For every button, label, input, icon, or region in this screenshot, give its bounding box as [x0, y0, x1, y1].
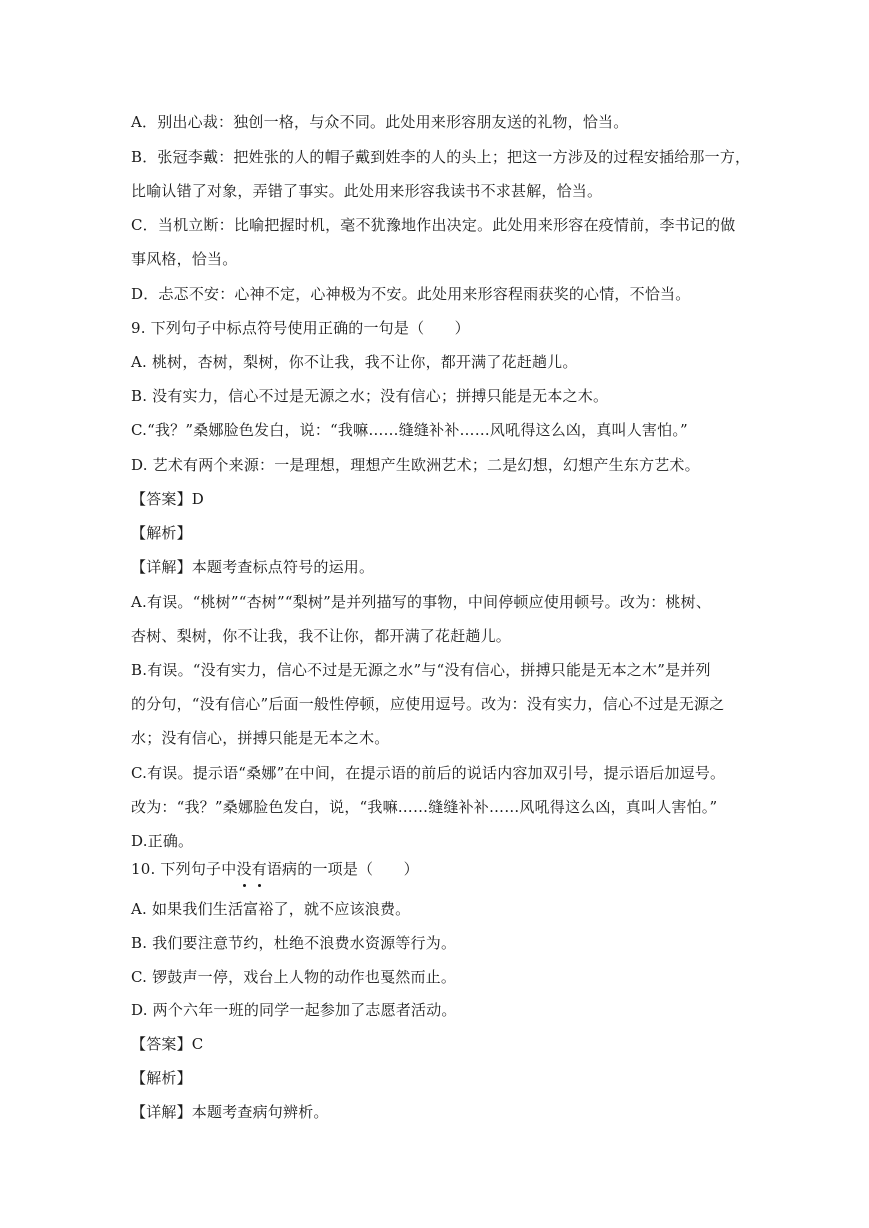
question-9-detail-a-line2: 杏树、梨树，你不让我，我不让你，都开满了花赶趟儿。 — [131, 627, 512, 645]
question-9-detail-a-line1: A.有误。“桃树”“杏树”“梨树”是并列描写的事物，中间停顿应使用顿号。改为：桃树、 — [131, 593, 712, 611]
question-10-option-b: B. 我们要注意节约，杜绝不浪费水资源等行为。 — [131, 934, 457, 952]
question-9-detail-d: D.正确。 — [131, 832, 194, 850]
question-9-detail-b-line3: 水；没有信心，拼搏只能是无本之木。 — [131, 729, 390, 747]
emphasis-dot-1 — [243, 884, 246, 887]
question-9-option-b: B. 没有实力，信心不过是无源之水；没有信心；拼搏只能是无本之木。 — [131, 387, 609, 405]
question-10-option-c: C. 锣鼓声一停，戏台上人物的动作也戛然而止。 — [131, 968, 457, 986]
option-d-explanation: D．忐忑不安：心神不定，心神极为不安。此处用来形容程雨获奖的心情，不恰当。 — [131, 285, 691, 303]
question-9-detail-c-line1: C.有误。提示语“桑娜”在中间，在提示语的前后的说话内容加双引号，提示语后加逗号。 — [131, 764, 726, 782]
question-10-option-d: D. 两个六年一班的同学一起参加了志愿者活动。 — [131, 1001, 457, 1019]
question-9-stem: 9. 下列句子中标点符号使用正确的一句是（ ） — [131, 319, 470, 337]
question-9-analysis-heading: 【解析】 — [131, 524, 192, 542]
question-10-answer: 【答案】C — [131, 1035, 204, 1053]
option-b-explanation-line2: 比喻认错了对象，弄错了事实。此处用来形容我读书不求甚解，恰当。 — [131, 182, 603, 200]
question-9-detail-b-line2: 的分句，“没有信心”后面一般性停顿，应使用逗号。改为：没有实力，信心不过是无源之 — [131, 695, 725, 713]
option-a-explanation: A．别出心裁：独创一格，与众不同。此处用来形容朋友送的礼物，恰当。 — [131, 113, 629, 131]
question-9-option-d: D. 艺术有两个来源：一是理想，理想产生欧洲艺术；二是幻想，幻想产生东方艺术。 — [131, 456, 700, 474]
question-10-detail-intro: 【详解】本题考查病句辨析。 — [131, 1103, 329, 1121]
question-9-option-a: A. 桃树，杏树，梨树，你不让我，我不让你，都开满了花赶趟儿。 — [131, 353, 578, 371]
option-c-explanation-line2: 事风格，恰当。 — [131, 250, 238, 268]
question-10-analysis-heading: 【解析】 — [131, 1069, 192, 1087]
question-9-answer: 【答案】D — [131, 490, 205, 508]
question-10-stem — [131, 859, 419, 879]
option-b-explanation-line1: B．张冠李戴：把姓张的人的帽子戴到姓李的人的头上；把这一方涉及的过程安插给那一方， — [131, 148, 751, 166]
option-c-explanation-line1: C．当机立断：比喻把握时机，毫不犹豫地作出决定。此处用来形容在疫情前，李书记的做 — [131, 216, 736, 234]
question-9-option-c: C.“我？”桑娜脸色发白，说：“我嘛……缝缝补补……风吼得这么凶，真叫人害怕。” — [131, 421, 688, 439]
question-9-detail-intro: 【详解】本题考查标点符号的运用。 — [131, 558, 375, 576]
question-9-detail-c-line2: 改为：“我？”桑娜脸色发白，说，“我嘛……缝缝补补……风吼得这么凶，真叫人害怕。” — [131, 798, 718, 816]
question-10-option-a: A. 如果我们生活富裕了，就不应该浪费。 — [131, 900, 411, 918]
question-10-stem-part1: 10. 下列句子中 — [131, 860, 237, 878]
emphasized-word: 没有 — [236, 859, 266, 879]
question-9-detail-b-line1: B.有误。“没有实力，信心不过是无源之水”与“没有信心，拼搏只能是无本之木”是并列 — [131, 661, 711, 679]
emphasis-dot-2 — [258, 884, 261, 887]
question-10-stem-part2: 语病的一项是（ ） — [266, 860, 419, 878]
